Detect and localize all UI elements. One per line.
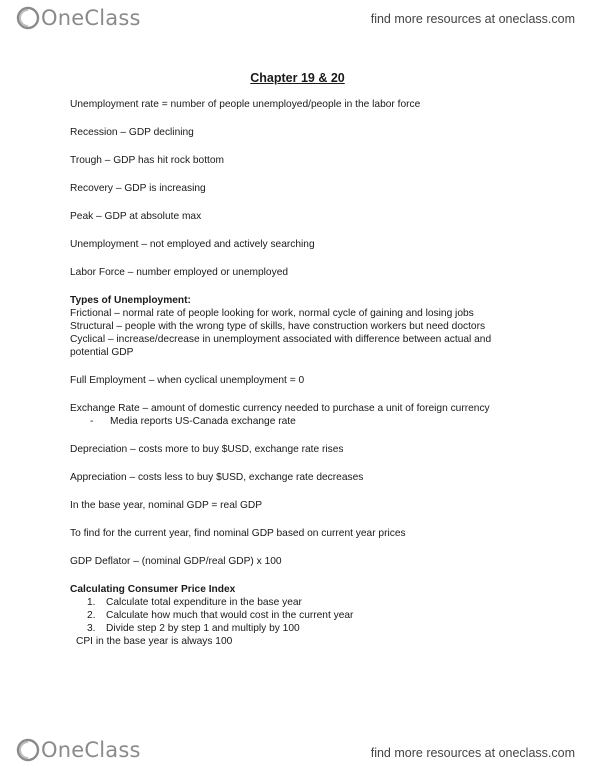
current-year-note: To find for the current year, find nominal GDP based on current year prices	[70, 528, 406, 539]
step-text: Calculate how much that would cost in the current year	[106, 610, 354, 621]
definition-unemployment-rate: Unemployment rate = number of people unemployed/people in the labor force	[70, 99, 421, 110]
list-item	[70, 622, 570, 635]
step-number: 2.	[87, 610, 96, 621]
type-cyclical-cont: potential GDP	[70, 347, 134, 358]
oneclass-logo-icon	[16, 6, 40, 30]
step-number: 1.	[87, 597, 96, 608]
oneclass-logo[interactable]	[16, 738, 141, 762]
oneclass-logo[interactable]	[16, 6, 141, 30]
base-year-note: In the base year, nominal GDP = real GDP	[70, 500, 263, 511]
dash-marker: -	[90, 416, 94, 427]
definition-appreciation: Appreciation – costs less to buy $USD, exchange rate decreases	[70, 472, 364, 483]
definition-recovery: Recovery – GDP is increasing	[70, 183, 206, 194]
definition-recession: Recession – GDP declining	[70, 127, 194, 138]
brand-name: OneClass	[41, 6, 141, 30]
document-title: Chapter 19 & 20	[250, 71, 345, 85]
brand-name: OneClass	[41, 738, 141, 762]
definition-gdp-deflator: GDP Deflator – (nominal GDP/real GDP) x 100	[70, 556, 282, 567]
oneclass-logo-icon	[16, 738, 40, 762]
types-of-unemployment	[70, 294, 570, 359]
exchange-bullet-text: Media reports US-Canada exchange rate	[110, 416, 296, 427]
exchange-rate-block	[70, 402, 570, 428]
cpi-block	[70, 583, 570, 648]
page-footer	[0, 732, 595, 772]
step-text: Calculate total expenditure in the base year	[106, 597, 302, 608]
definition-full-employment: Full Employment – when cyclical unemployment = 0	[70, 375, 305, 386]
list-item	[70, 609, 570, 622]
list-item	[70, 596, 570, 609]
definition-depreciation: Depreciation – costs more to buy $USD, exchange rate rises	[70, 444, 344, 455]
definition-peak: Peak – GDP at absolute max	[70, 211, 202, 222]
list-item	[70, 415, 570, 428]
type-frictional: Frictional – normal rate of people looking for work, normal cycle of gaining and losing jobs	[70, 308, 474, 319]
cpi-heading: Calculating Consumer Price Index	[70, 584, 236, 595]
step-number: 3.	[87, 623, 96, 634]
definition-trough: Trough – GDP has hit rock bottom	[70, 155, 225, 166]
footer-tagline-link[interactable]: find more resources at oneclass.com	[370, 746, 575, 760]
definition-unemployment: Unemployment – not employed and actively searching	[70, 239, 315, 250]
document-body	[70, 72, 570, 663]
type-structural: Structural – people with the wrong type of skills, have construction workers but need doctors	[70, 321, 486, 332]
definition-exchange-rate: Exchange Rate – amount of domestic currency needed to purchase a unit of foreign currency	[70, 403, 490, 414]
page-header	[0, 0, 595, 40]
header-tagline-link[interactable]: find more resources at oneclass.com	[370, 12, 575, 26]
definition-labor-force: Labor Force – number employed or unemployed	[70, 267, 289, 278]
types-heading: Types of Unemployment:	[70, 295, 191, 306]
cpi-note: CPI in the base year is always 100	[76, 636, 233, 647]
type-cyclical: Cyclical – increase/decrease in unemployment associated with difference between actual and	[70, 334, 492, 345]
step-text: Divide step 2 by step 1 and multiply by 100	[106, 623, 300, 634]
